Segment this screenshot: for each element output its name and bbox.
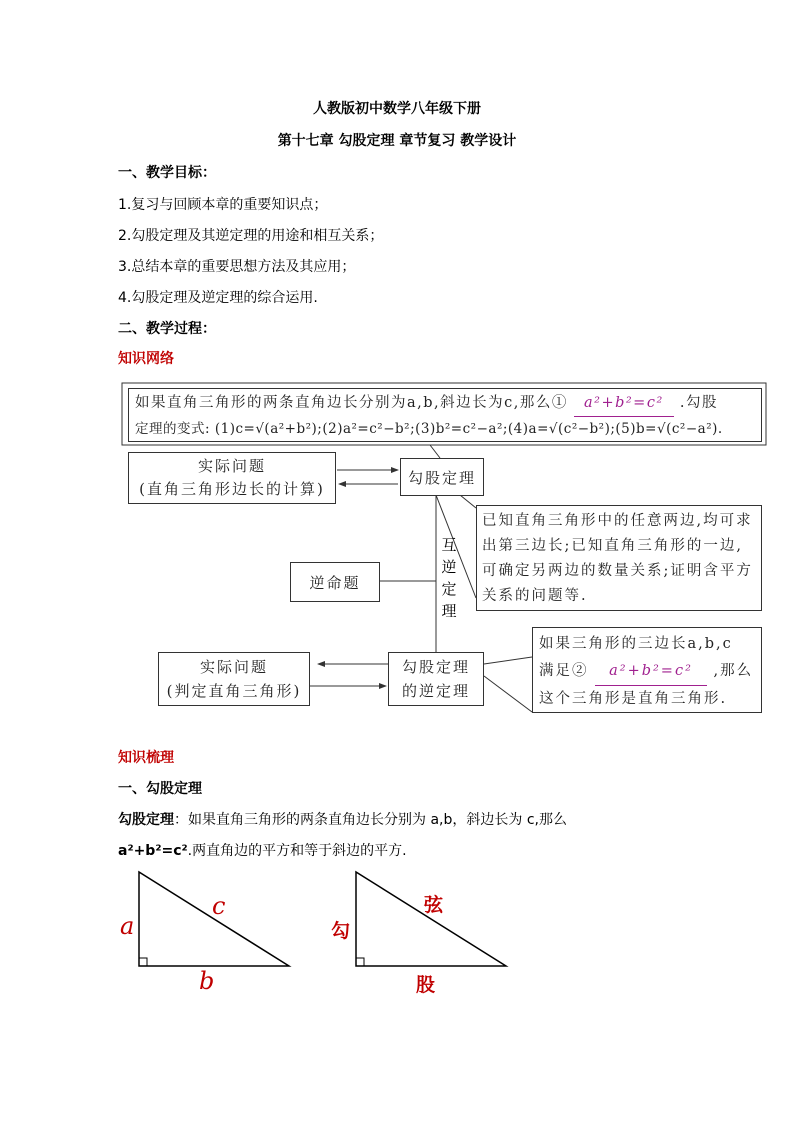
desc1-callout-b — [460, 495, 476, 508]
converse-theorem-box — [388, 652, 484, 706]
practical-desc: (判定直角三角形) — [166, 682, 302, 700]
knowledge-review-label: 知识梳理 — [118, 750, 174, 766]
practical-title: 实际问题 — [199, 658, 268, 676]
right-angle-mark — [356, 958, 364, 966]
label-a: a — [120, 912, 135, 940]
label-gou: 勾 — [331, 920, 351, 942]
mutual-inverse-char: 理 — [441, 602, 457, 620]
practical-desc: (直角三角形边长的计算) — [139, 480, 325, 498]
definition-rest: .两直角边的平方和等于斜边的平方. — [187, 843, 407, 859]
objective-item: 1.复习与回顾本章的重要知识点； — [118, 197, 328, 213]
summary-text: 如果直角三角形的两条直角边长分别为a,b,斜边长为c,那么① — [135, 395, 568, 411]
mutual-inverse-char: 定 — [441, 580, 457, 598]
label-gu: 股 — [416, 974, 436, 996]
practical-title: 实际问题 — [197, 457, 266, 475]
converse-desc-box — [532, 627, 762, 713]
theorem-uses-text: 已知直角三角形中的任意两边,均可求出第三边长;已知直角三角形的一边,可确定另两边的数量关系;证明含平方关系的问题等. — [482, 513, 753, 604]
practical-problem-judge-box — [158, 652, 310, 706]
definition-term: 勾股定理 — [118, 812, 174, 828]
label-b: b — [199, 967, 215, 995]
objective-item: 3.总结本章的重要思想方法及其应用； — [118, 259, 356, 275]
theorem-definition — [118, 809, 567, 829]
desc2-callout-a — [484, 657, 532, 664]
triangle-gougu — [356, 872, 506, 966]
top-callout-line — [430, 445, 440, 458]
knowledge-network-label: 知识网络 — [118, 351, 174, 367]
blank-1-formula: a²+b²=c² — [583, 395, 664, 411]
converse-desc-line: 满足② — [539, 663, 589, 679]
document-title: 人教版初中数学八年级下册 — [313, 101, 481, 117]
definition-text: ：如果直角三角形的两条直角边长分别为 a,b，斜边长为 c,那么 — [174, 812, 567, 828]
right-angle-mark — [139, 958, 147, 966]
theorem-definition-cont — [118, 840, 407, 860]
inverse-proposition-label: 逆命题 — [309, 573, 361, 592]
blank-2-formula: a²+b²=c² — [609, 663, 693, 679]
summary-text-end: .勾股 — [679, 395, 718, 411]
definition-formula: a²+b²=c² — [118, 843, 188, 859]
theorem-uses-box — [476, 505, 762, 611]
pythagorean-theorem-box — [400, 458, 484, 496]
desc2-callout-b — [484, 676, 532, 712]
mutual-inverse-label — [440, 534, 458, 622]
pythagorean-summary-box — [128, 388, 762, 442]
objective-item: 2.勾股定理及其逆定理的用途和相互关系； — [118, 228, 384, 244]
converse-desc-line: 如果三角形的三边长a,b,c — [539, 636, 733, 652]
section-heading: 一、勾股定理 — [118, 781, 202, 797]
mutual-inverse-char: 互 — [441, 536, 457, 554]
document-subtitle: 第十七章 勾股定理 章节复习 教学设计 — [277, 133, 517, 149]
practical-problem-calc-box — [128, 452, 336, 504]
theorem-label: 勾股定理 — [407, 468, 476, 487]
converse-desc-line: 这个三角形是直角三角形. — [539, 691, 728, 707]
label-xian: 弦 — [424, 894, 444, 916]
theorem-variants: 定理的变式: (1)c=√(a²+b²);(2)a²=c²−b²;(3)b²=c²−a²;(4)a=√(c²−b²);(5)b=√(c²−a²). — [135, 421, 723, 437]
inverse-proposition-box — [290, 562, 380, 602]
process-heading: 二、教学过程： — [118, 321, 216, 337]
objective-item: 4.勾股定理及逆定理的综合运用. — [118, 290, 318, 306]
converse-label: 的逆定理 — [401, 682, 470, 700]
mutual-inverse-char: 逆 — [441, 558, 457, 576]
objectives-heading: 一、教学目标： — [118, 165, 216, 181]
label-c: c — [212, 892, 226, 920]
converse-desc-line: ,那么 — [713, 663, 754, 679]
converse-label: 勾股定理 — [401, 658, 470, 676]
